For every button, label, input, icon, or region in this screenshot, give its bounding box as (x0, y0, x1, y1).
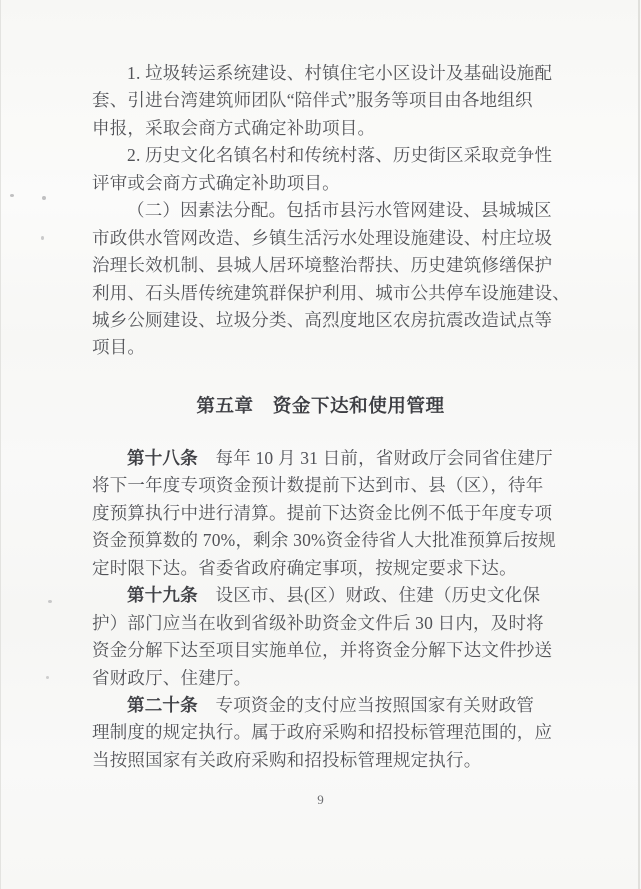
page-number: 9 (317, 792, 324, 807)
body-section-fund-management (92, 445, 572, 774)
text-line: 第二十条 专项资金的支付应当按照国家有关财政管 (127, 694, 535, 715)
text-line: 利用、石头厝传统建筑群保护利用、城市公共停车设施建设、 (92, 282, 570, 303)
text-line: 城乡公厕建设、垃圾分类、高烈度地区农房抗震改造试点等 (92, 309, 553, 330)
text-line: 评审或会商方式确定补助项目。 (92, 172, 340, 193)
body-section-allocation (92, 60, 572, 362)
text-line: 资金预算数的 70%，剩余 30%资金待省人大批准预算后按规 (92, 530, 556, 551)
scan-speck (42, 196, 46, 200)
text-line: 理制度的规定执行。属于政府采购和招投标管理范围的，应 (92, 722, 553, 743)
chapter-heading: 第五章 资金下达和使用管理 (196, 397, 445, 417)
article-number: 第十九条 (127, 585, 198, 606)
text-line: 治理长效机制、县城人居环境整治帮扶、历史建筑修缮保护 (92, 255, 553, 276)
article-number: 第二十条 (127, 694, 198, 715)
scan-edge-right (638, 0, 640, 889)
text-line: 申报，采取会商方式确定补助项目。 (92, 117, 376, 138)
scan-edge-left (0, 0, 1, 889)
text-line: 资金分解下达至项目实施单位，并将资金分解下达文件抄送 (92, 640, 553, 661)
text-line: 将下一年度专项资金预计数提前下达到市、县（区），待年 (92, 475, 544, 496)
scan-speck (41, 236, 44, 240)
article-number: 第十八条 (127, 448, 198, 468)
text-line: 1. 垃圾转运系统建设、村镇住宅小区设计及基础设施配 (127, 63, 553, 83)
text-line: 当按照国家有关政府采购和招投标管理规定执行。 (92, 749, 482, 770)
text-line: 第十九条 设区市、县(区）财政、住建（历史文化保 (127, 585, 541, 606)
text-line: 度预算执行中进行清算。提前下达资金比例不低于年度专项 (92, 502, 553, 523)
text-line: 护）部门应当在收到省级补助资金文件后 30 日内，及时将 (92, 612, 544, 633)
text-line: 套、引进台湾建筑师团队“陪伴式”服务等项目由各地组织 (92, 90, 533, 111)
text-line: 市政供水管网改造、乡镇生活污水处理设施建设、村庄垃圾 (92, 227, 553, 248)
text-line: 定时限下达。省委省政府确定事项，按规定要求下达。 (92, 557, 517, 578)
scan-speck (46, 676, 49, 679)
scan-speck (48, 600, 52, 603)
text-line: 第十八条 每年 10 月 31 日前，省财政厅会同省住建厅 (127, 448, 553, 468)
text-line: 项目。 (92, 337, 146, 358)
scan-speck (10, 194, 14, 197)
text-line: 省财政厅、住建厅。 (92, 667, 252, 688)
text-line: 2. 历史文化名镇名村和传统村落、历史街区采取竞争性 (127, 145, 553, 166)
text-line: （二）因素法分配。包括市县污水管网建设、县城城区 (127, 200, 552, 221)
